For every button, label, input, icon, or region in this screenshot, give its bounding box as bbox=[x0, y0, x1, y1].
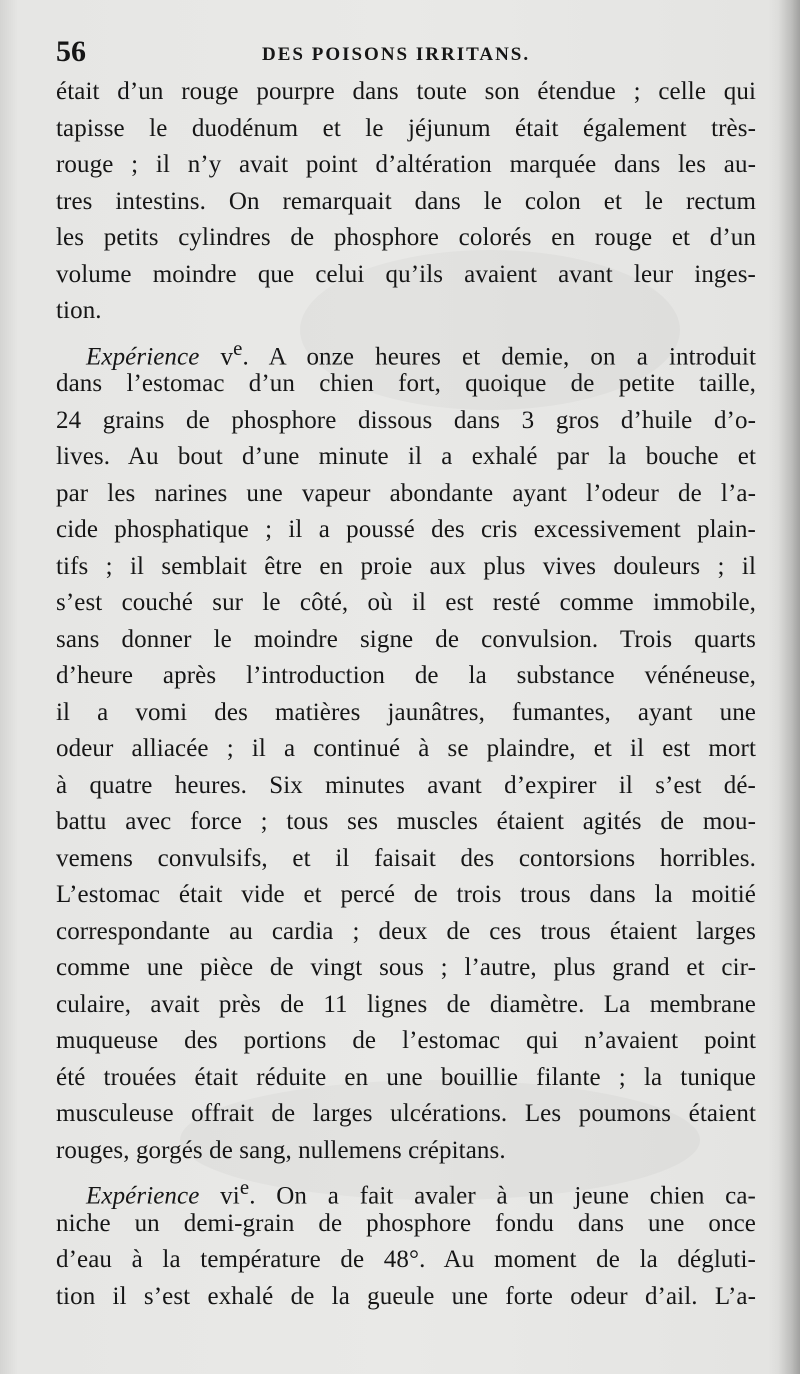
experience-heading-line bbox=[56, 1169, 756, 1210]
text-line: L’estomac était vide et percé de trois trous dans la moitié bbox=[56, 881, 756, 908]
text-line: correspondante au cardia ; deux de ces trous étaient larges bbox=[56, 917, 756, 945]
text-line-content: On a fait avaler à un jeune chien ca- bbox=[276, 1182, 756, 1210]
page-header bbox=[56, 32, 756, 72]
text-line: niche un demi-grain de phosphore fondu dans une once bbox=[56, 1209, 756, 1237]
experience-period: . bbox=[242, 342, 249, 370]
text-line: par les narines une vapeur abondante ayant l’odeur de l’a- bbox=[56, 479, 756, 507]
experience-period: . bbox=[249, 1182, 256, 1210]
experience-superscript: e bbox=[233, 335, 243, 360]
text-line: musculeuse offrait de larges ulcérations. Les poumons étaient bbox=[56, 1100, 756, 1127]
text-line: tres intestins. On remarquait dans le colon et le rectum bbox=[56, 187, 756, 215]
text-line: été trouées était réduite en une bouillie filante ; la tunique bbox=[56, 1063, 756, 1091]
body-text bbox=[56, 74, 756, 1315]
text-line: rouges, gorgés de sang, nullemens crépitans. bbox=[56, 1136, 506, 1164]
experience-numeral: vi bbox=[220, 1182, 240, 1210]
text-line: d’eau à la température de 48°. Au moment de la dégluti- bbox=[56, 1246, 756, 1273]
text-line: il a vomi des matières jaunâtres, fumantes, ayant une bbox=[56, 698, 756, 726]
text-line: cide phosphatique ; il a poussé des cris excessivement plain- bbox=[56, 516, 756, 543]
experience-superscript: e bbox=[239, 1175, 250, 1199]
text-line: rouge ; il n’y avait point d’altération marquée dans les au- bbox=[56, 151, 756, 178]
page-edge-shadow bbox=[778, 0, 800, 1374]
text-line: dans l’estomac d’un chien fort, quoique de petite taille, bbox=[56, 370, 756, 397]
text-line: tapisse le duodénum et le jéjunum était également très- bbox=[56, 114, 756, 142]
text-line: tion. bbox=[56, 297, 102, 324]
text-line: odeur alliacée ; il a continué à se plaindre, et il est mort bbox=[56, 735, 756, 762]
running-head: DES POISONS IRRITANS. bbox=[262, 44, 531, 65]
text-line: était d’un rouge pourpre dans toute son étendue ; celle qui bbox=[56, 78, 756, 105]
text-line: les petits cylindres de phosphore colorés en rouge et d’un bbox=[56, 224, 756, 251]
experience-heading-line bbox=[56, 330, 756, 370]
text-line: lives. Au bout d’une minute il a exhalé par la bouche et bbox=[56, 443, 756, 470]
text-line: à quatre heures. Six minutes avant d’expirer il s’est dé- bbox=[56, 771, 756, 799]
experience-label: Expérience bbox=[86, 342, 200, 370]
text-line: d’heure après l’introduction de la substance vénéneuse, bbox=[56, 662, 756, 689]
text-line: comme une pièce de vingt sous ; l’autre, plus grand et cir- bbox=[56, 954, 756, 981]
text-line: s’est couché sur le côté, où il est resté comme immobile, bbox=[56, 589, 756, 616]
page-number: 56 bbox=[56, 35, 86, 68]
text-line: 24 grains de phosphore dissous dans 3 gros d’huile d’o- bbox=[56, 406, 756, 434]
text-line: battu avec force ; tous ses muscles étaient agités de mou- bbox=[56, 808, 756, 835]
experience-numeral: v bbox=[220, 342, 234, 370]
text-line: tion il s’est exhalé de la gueule une forte odeur d’ail. L’a- bbox=[56, 1282, 756, 1310]
experience-label: Expérience bbox=[86, 1182, 200, 1210]
text-line: muqueuse des portions de l’estomac qui n’avaient point bbox=[56, 1027, 756, 1054]
text-line-content: A onze heures et demie, on a introduit bbox=[268, 342, 756, 370]
text-line: vemens convulsifs, et il faisait des contorsions horribles. bbox=[56, 844, 756, 872]
text-line: tifs ; il semblait être en proie aux plus vives douleurs ; il bbox=[56, 552, 756, 580]
text-line: sans donner le moindre signe de convulsion. Trois quarts bbox=[56, 625, 756, 653]
text-line: culaire, avait près de 11 lignes de diamètre. La membrane bbox=[56, 990, 756, 1018]
text-line: volume moindre que celui qu’ils avaient avant leur inges- bbox=[56, 260, 756, 288]
